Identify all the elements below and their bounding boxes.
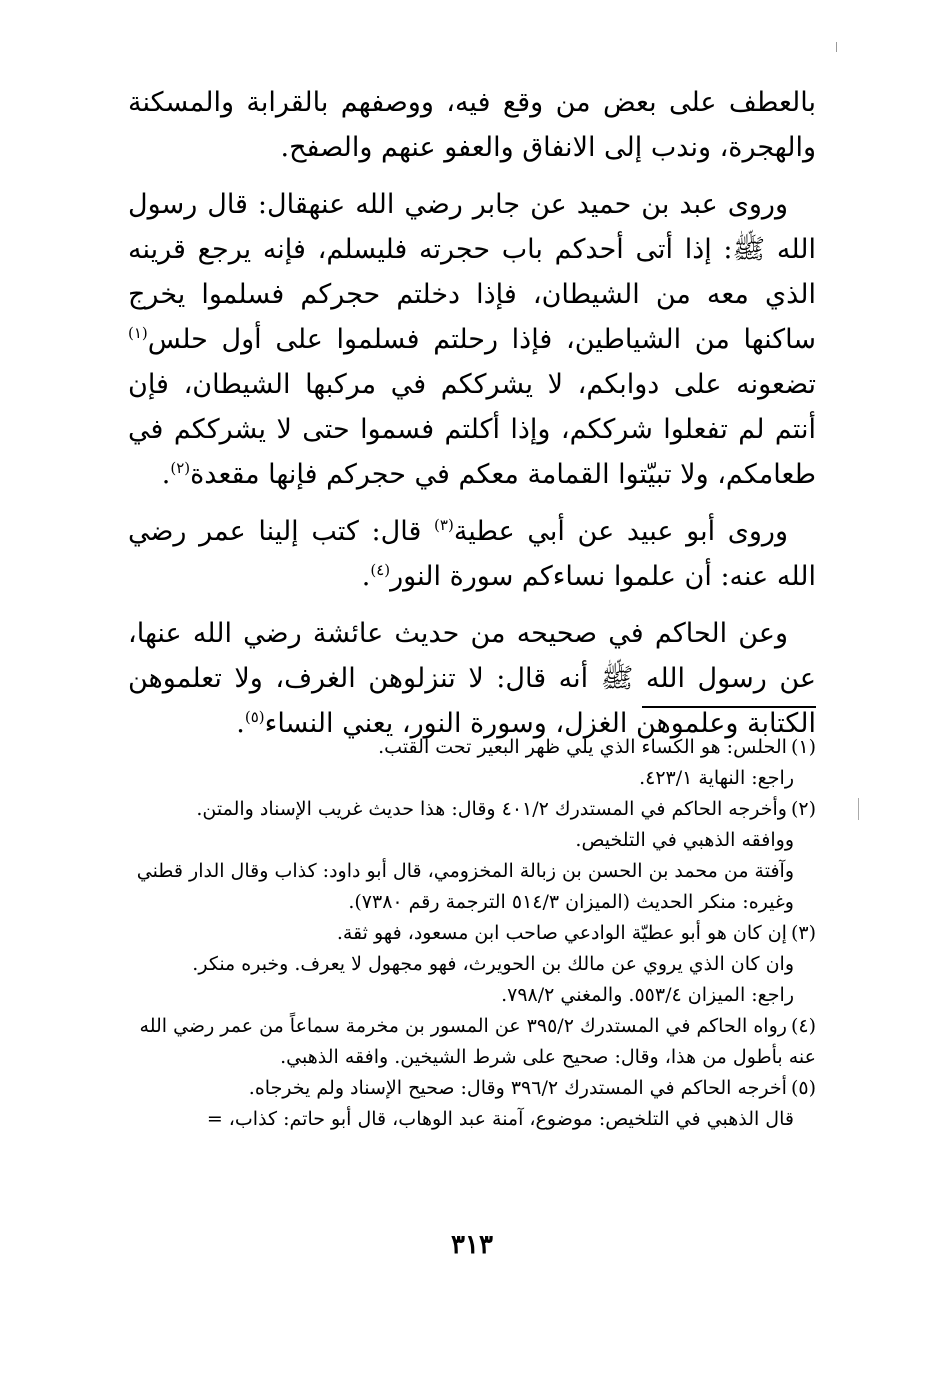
footnotes [128,732,816,1135]
footnote-separator [642,706,816,708]
paragraph: بالعطف على بعض من وقع فيه، ووصفهم بالقرابة والمسكنة والهجرة، وندب إلى الانفاق والعفو عنهم والصفح. [128,87,816,163]
footnote-ref[interactable]: (٤) [370,561,391,579]
paragraph: وروى أبو عبيد عن أبي عطية$^{(٣)}$ قال: كتب إلينا عمر رضي الله عنه: أن علموا نساءكم سورة النور$^{(٤)}$. [128,516,816,592]
scan-mark [858,798,859,820]
footnote-number: (٣) [790,922,816,944]
footnote: (١)الحلس: هو الكساء الذي يلي ظهر البعير تحت القتب. راجع: النهاية ٤٢٣/١. [378,736,816,789]
page-number: ٣١٣ [451,1230,493,1260]
footnote-ref[interactable]: (٥) [244,708,265,726]
footnote: (٤)رواه الحاكم في المستدرك ٣٩٥/٢ عن المسور بن مخرمة سماعاً من عمر رضي الله عنه بأطول من هذا، وقال: صحيح على شرط الشيخين. وافقه الذهبي. [139,1015,816,1068]
footnote-ref[interactable]: (٣) [434,516,454,534]
footnote: (٣)إن كان هو أبو عطيّة الوادعي صاحب ابن مسعود، فهو ثقة. وان كان الذي يروي عن مالك بن الحويرث، فهو مجهول لا يعرف. وخبره منكر. راجع: الميزان ٥٥٣/٤. والمغني ٧٩٨/٢. [192,922,816,1006]
paragraph: وعن الحاكم في صحيحه من حديث عائشة رضي الله عنها، عن رسول الله ﷺ أنه قال: لا تنزلوهن الغرف، ولا تعلموهن الكتابة وعلموهن الغزل، وسورة النور، يعني النساء$^{(٥)}$. [128,618,816,739]
footnote-number: (٥) [790,1077,816,1099]
footnote: (٥)أخرجه الحاكم في المستدرك ٣٩٦/٢ وقال: صحيح الإسناد ولم يخرجاه. قال الذهبي في التلخيص: موضوع، آمنة عبد الوهاب، قال أبو حاتم: كذاب، = [206,1077,816,1130]
scan-mark [836,42,837,52]
footnote: (٢)وأخرجه الحاكم في المستدرك ٤٠١/٢ وقال: هذا حديث غريب الإسناد والمتن. ووافقه الذهبي في التلخيص. وآفتة من محمد بن الحسن بن زبالة المخزومي، قال أبو داود: كذاب وقال الدار قطني وغيره: منكر الحديث (الميزان ٥١٤/٣ الترجمة رقم ٧٣٨٠). [136,798,816,913]
footnote-ref[interactable]: (٢) [170,459,191,477]
footnote-ref[interactable]: (١) [128,324,148,342]
footnote-number: (٤) [790,1015,816,1037]
footnote-number: (١) [790,736,816,758]
footnote-number: (٢) [790,798,816,820]
main-text [128,80,816,758]
paragraph: وروى عبد بن حميد عن جابر رضي الله عنهقال: قال رسول الله ﷺ: إذا أتى أحدكم باب حجرته فليسلم، فإنه يرجع قرينه الذي معه من الشيطان، فإذا دخلتم حجركم فسلموا يخرج ساكنها من الشياطين، فإذا رحلتم فسلموا على أول حلس$^{(١)}$ تضعونه على دوابكم، لا يشرككم في مركبها الشيطان، فإن أنتم لم تفعلوا شرككم، وإذا أكلتم فسموا حتى لا يشرككم في طعامكم، ولا تبيّتوا القمامة معكم في حجركم فإنها مقعدة$^{(٢)}$. [128,189,816,490]
